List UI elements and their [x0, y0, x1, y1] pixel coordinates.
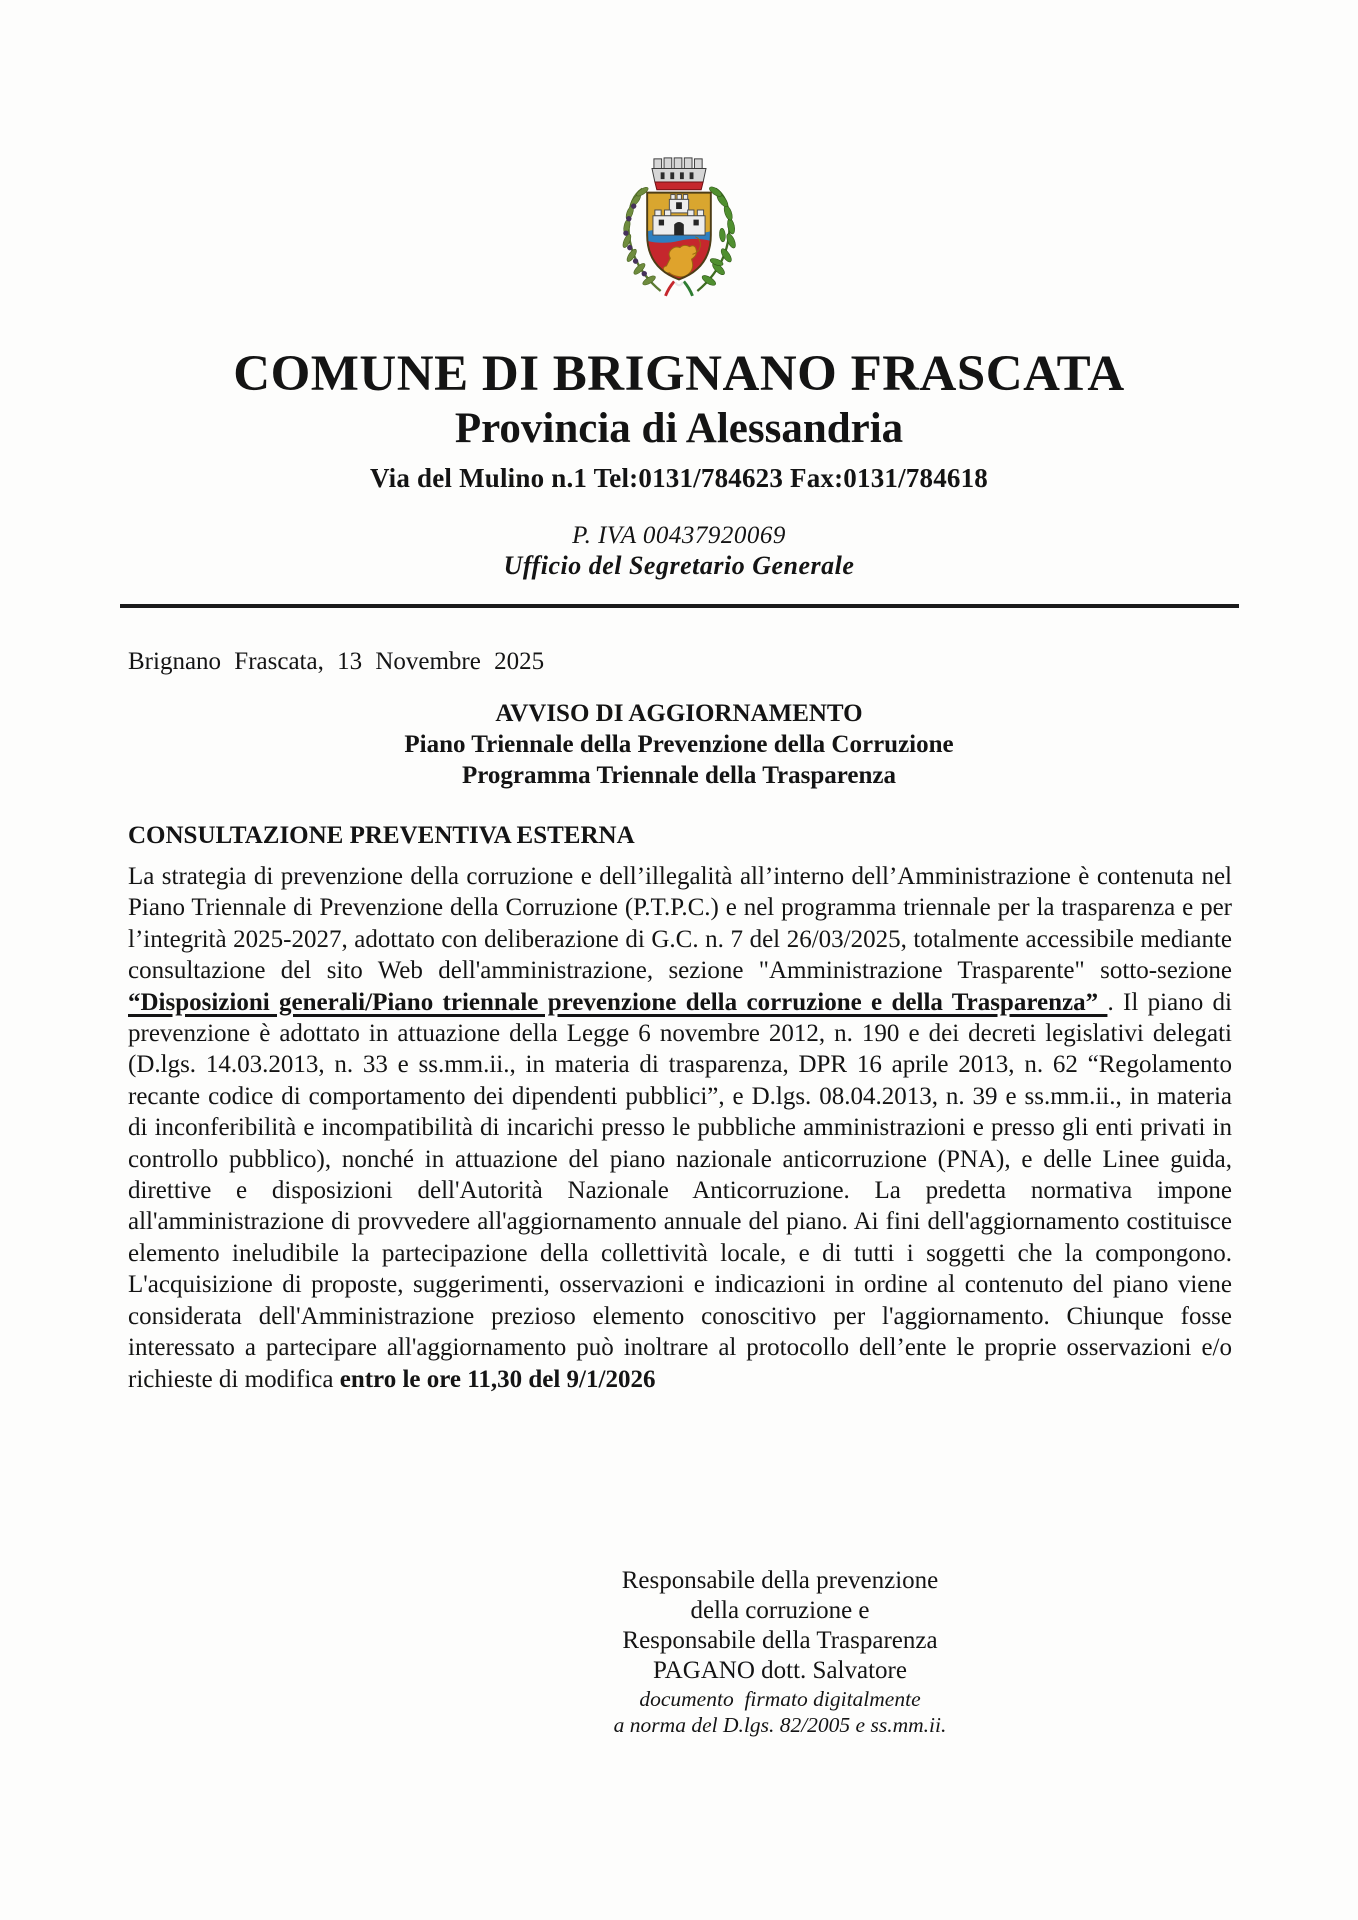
office-line: Ufficio del Segretario Generale	[503, 551, 855, 580]
digital-signature-note-1: documento firmato digitalmente	[639, 1687, 921, 1711]
vat-line: P. IVA 00437920069	[572, 522, 786, 549]
signature-role-1: Responsabile della prevenzione	[621, 1567, 939, 1594]
signature-role-3: Responsabile della Trasparenza	[622, 1627, 938, 1654]
section-heading: CONSULTAZIONE PREVENTIVA ESTERNA	[128, 822, 635, 849]
province-title: Provincia di Alessandria	[454, 405, 904, 452]
body-paragraph: La strategia di prevenzione della corruzione e dell’illegalità all’interno dell’Amministrazione è contenuta nel Piano Triennale di Prevenzione della Corruzione (P.T.P.C.) e nel programma triennale per la trasparenza e per l’integrità 2025-2027, adottato con deliberazione di G.C. n. 7 del 26/03/2025, totalmente accessibile mediante consultazione del sito Web dell'amministrazione, sezione "Amministrazione Trasparente" sotto-sezione “Disposizioni generali/Piano triennale prevenzione della corruzione e della Trasparenza” . Il piano di prevenzione è adottato in attuazione della Legge 6 novembre 2012, n. 190 e dei decreti legislativi delegati (D.lgs. 14.03.2013, n. 33 e ss.mm.ii., in materia di trasparenza, DPR 16 aprile 2013, n. 62 “Regolamento recante codice di comportamento dei dipendenti pubblici”, e D.lgs. 08.04.2013, n. 39 e ss.mm.ii., in materia di inconferibilità e incompatibilità di incarichi presso le pubbliche amministrazioni e presso gli enti privati in controllo pubblico), nonché in attuazione del piano nazionale anticorruzione (PNA), e delle Linee guida, direttive e disposizioni dell'Autorità Nazionale Anticorruzione. La predetta normativa impone all'amministrazione di provvedere all'aggiornamento annuale del piano. Ai fini dell'aggiornamento costituisce elemento ineludibile la partecipazione della collettività locale, e di tutti i soggetti che la compongono. L'acquisizione di proposte, suggerimenti, osservazioni e indicazioni in ordine al contenuto del piano viene considerata dell'Amministrazione prezioso elemento conoscitivo per l'aggiornamento. Chiunque fosse interessato a partecipare all'aggiornamento può inoltrare al protocollo dell’ente le proprie osservazioni e/o richieste di modifica entro le ore 11,30 del 9/1/2026	[128, 863, 1232, 1393]
mural-crown-icon	[652, 158, 706, 190]
dateline: Brignano Frascata, 13 Novembre 2025	[128, 648, 545, 675]
digital-signature-note-2: a norma del D.lgs. 82/2005 e ss.mm.ii.	[613, 1713, 947, 1737]
contact-line: Via del Mulino n.1 Tel:0131/784623 Fax:0131/784618	[369, 463, 989, 493]
notice-title: AVVISO DI AGGIORNAMENTO	[495, 700, 863, 727]
letterhead-divider	[120, 604, 1239, 608]
notice-heading	[0, 698, 1358, 791]
signature-role-2: della corruzione e	[690, 1597, 870, 1624]
municipality-title: COMUNE DI BRIGNANO FRASCATA	[233, 346, 1125, 402]
notice-subtitle-1: Piano Triennale della Prevenzione della Corruzione	[404, 731, 954, 758]
notice-subtitle-2: Programma Triennale della Trasparenza	[462, 762, 896, 789]
signature-name: PAGANO dott. Salvatore	[653, 1657, 907, 1684]
signature-block	[560, 1566, 1000, 1738]
ribbon-icon	[665, 281, 692, 295]
coat-of-arms-icon	[597, 146, 761, 301]
